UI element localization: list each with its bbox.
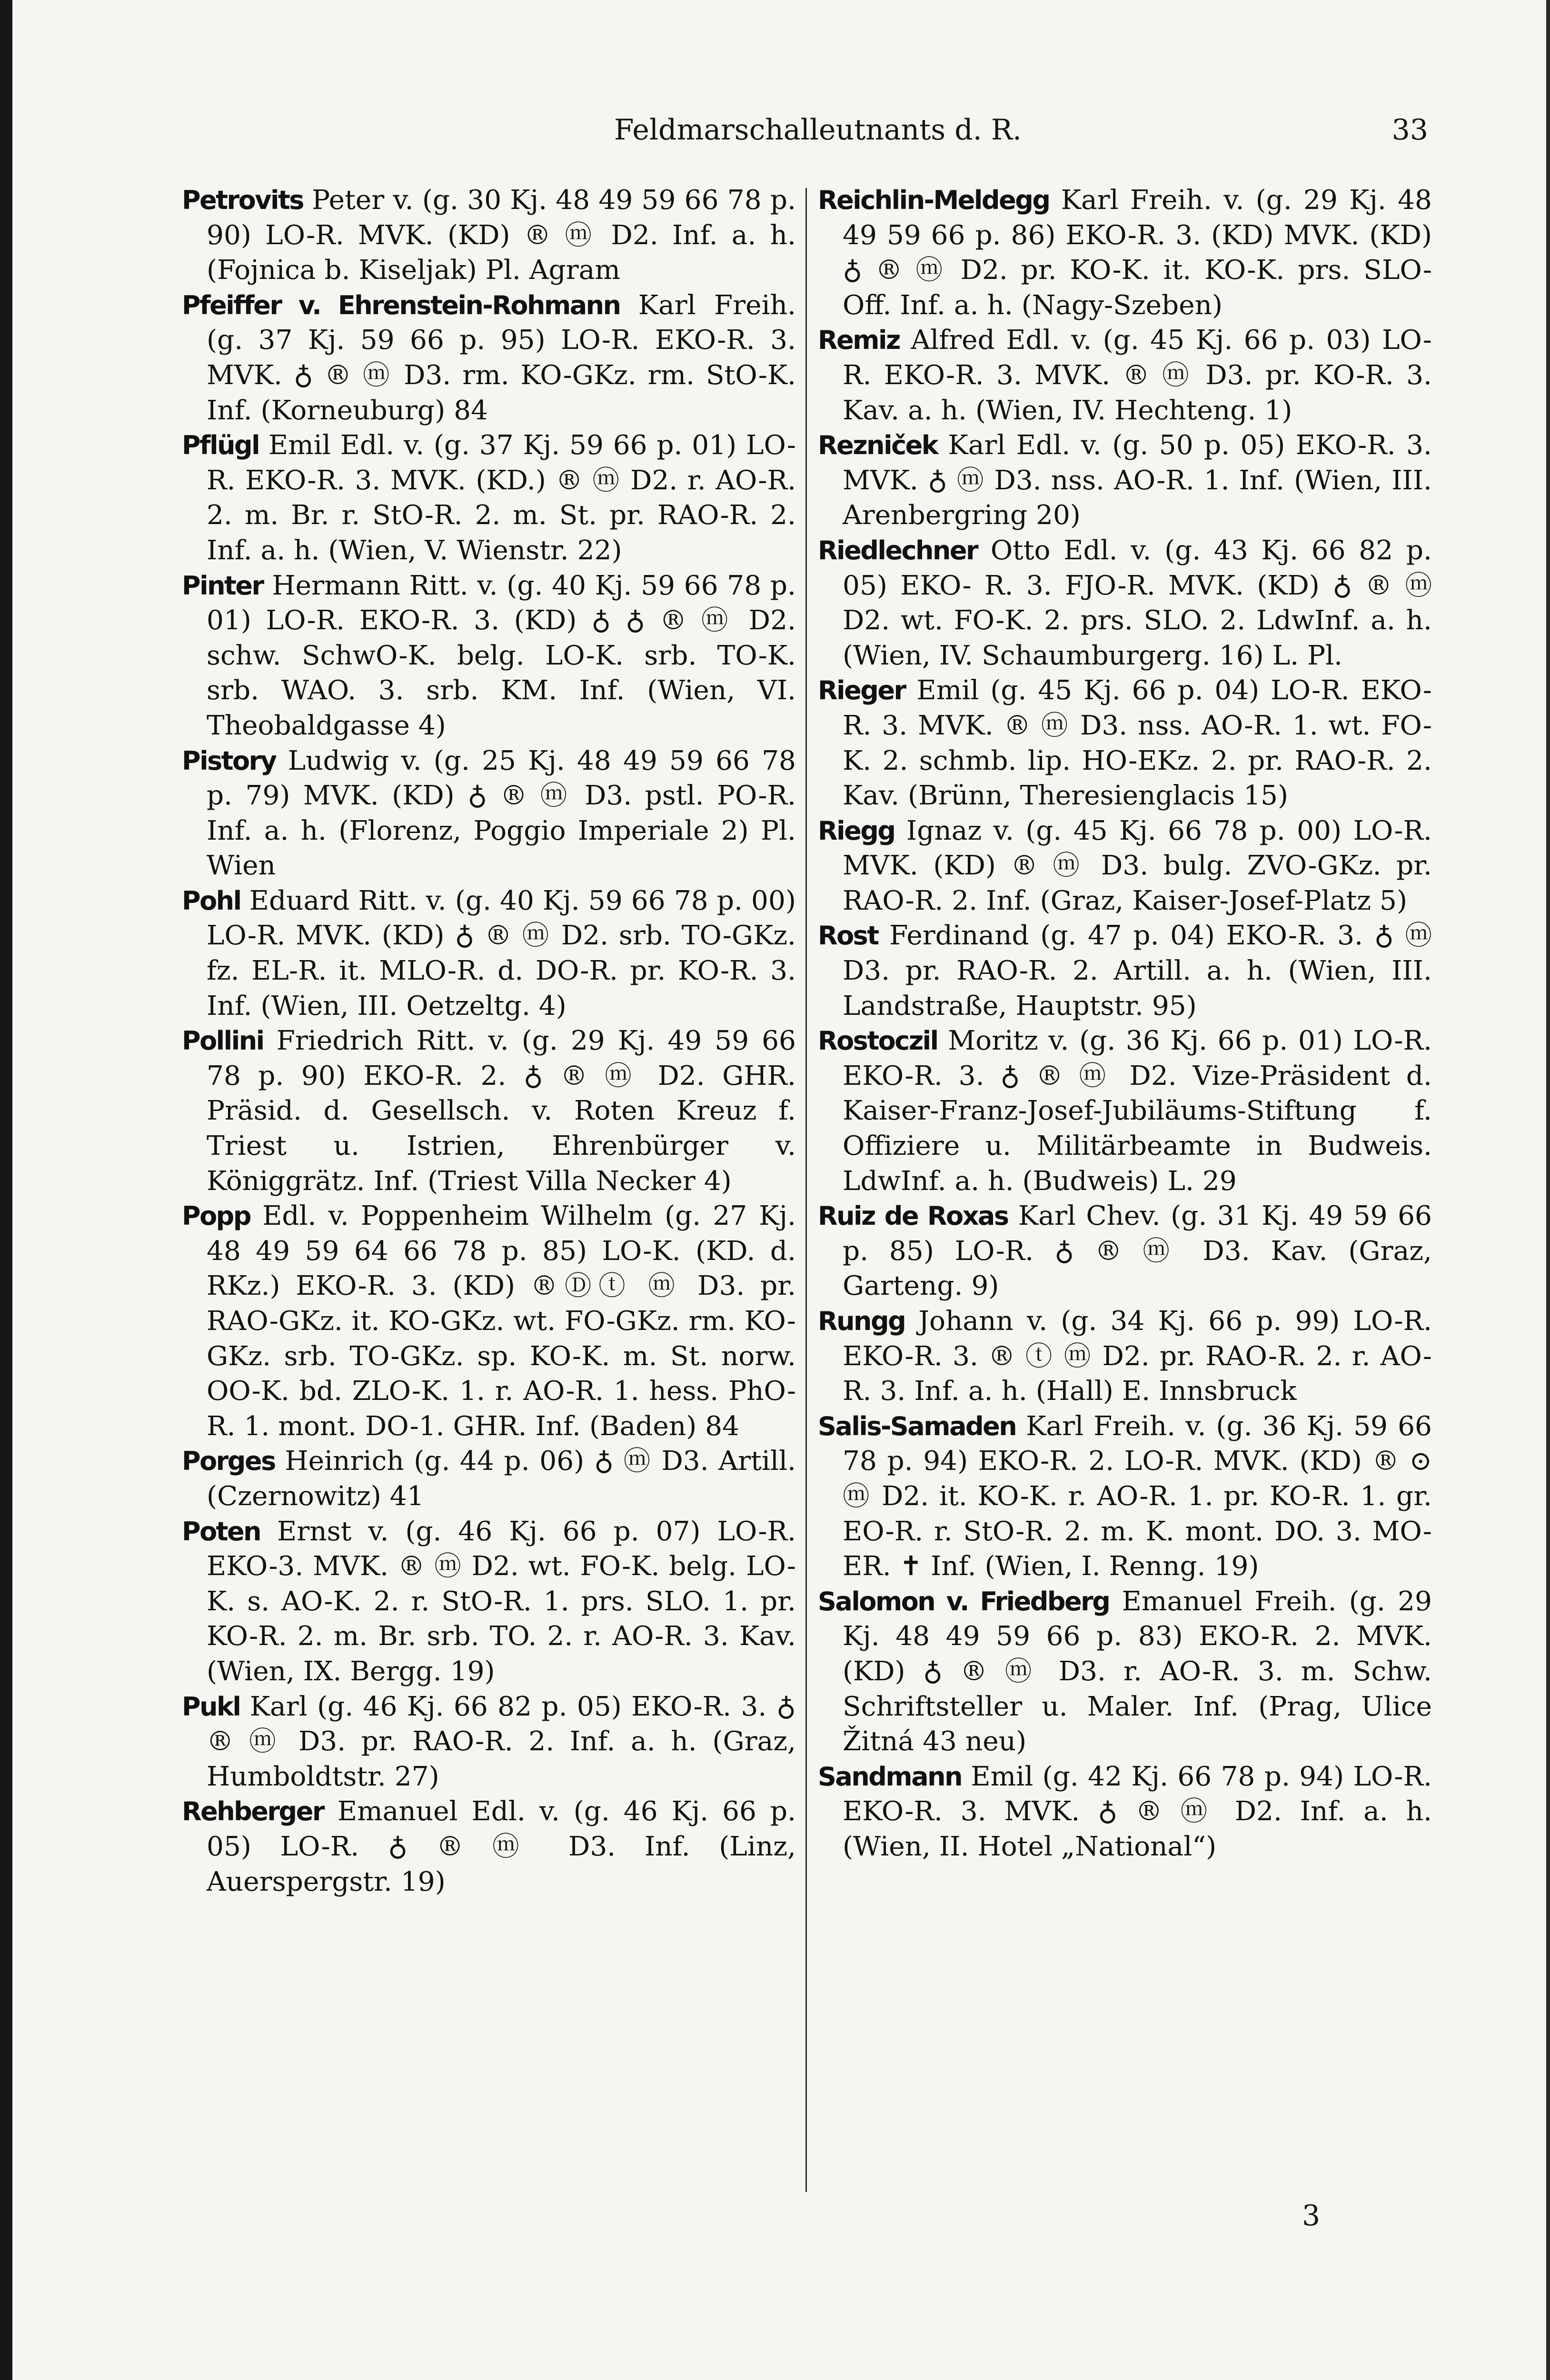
entry-surname: Reichlin-Meldegg: [818, 185, 1050, 215]
entry-surname: Petrovits: [182, 185, 303, 215]
entry-details: Ferdinand (g. 47 p. 04) EKO-R. 3. ♁ ⓜ D3. pr. RAO-R. 2. Artill. a. h. (Wien, III. Landstraße, Hauptstr. 95): [843, 920, 1432, 1021]
page-number: 33: [1391, 113, 1428, 147]
register-entry: [182, 1444, 796, 1514]
register-entry: [182, 1023, 796, 1199]
register-entry: [182, 568, 796, 744]
entry-details: Eduard Ritt. v. (g. 40 Kj. 59 66 78 p. 00) LO-R. MVK. (KD) ♁ ® ⓜ D2. srb. TO-GKz. fz. EL-R. it. MLO-R. d. DO-R. pr. KO-R. 3. Inf. (Wien, III. Oetzeltg. 4): [207, 885, 796, 1021]
entry-surname: Salis-Samaden: [818, 1411, 1016, 1441]
entry-details: Karl Freih. (g. 37 Kj. 59 66 p. 95) LO-R. EKO-R. 3. MVK. ♁ ® ⓜ D3. rm. KO-GKz. rm. StO-K. Inf. (Korneuburg) 84: [207, 289, 796, 426]
register-entry: [182, 883, 796, 1023]
running-title: Feldmarschalleutnants d. R.: [614, 113, 1022, 147]
register-entry: [818, 673, 1432, 813]
entry-surname: Pollini: [182, 1026, 264, 1056]
register-entry: [182, 744, 796, 883]
entry-details: Ernst v. (g. 46 Kj. 66 p. 07) LO-R. EKO-3. MVK. ® ⓜ D2. wt. FO-K. belg. LO-K. s. AO-K. 2. r. StO-R. 1. prs. SLO. 1. pr. KO-R. 2. m. Br. srb. TO. 2. r. AO-R. 3. Kav. (Wien, IX. Bergg. 19): [207, 1516, 796, 1687]
entry-surname: Poten: [182, 1516, 261, 1547]
left-column: [182, 183, 796, 1899]
register-entry: [818, 183, 1432, 323]
entry-details: Emil Edl. v. (g. 37 Kj. 59 66 p. 01) LO-R. EKO-R. 3. MVK. (KD.) ® ⓜ D2. r. AO-R. 2. m. Br. r. StO-R. 2. m. St. pr. RAO-R. 2. Inf. a. h. (Wien, V. Wienstr. 22): [207, 430, 796, 566]
register-entry: [182, 1794, 796, 1899]
entry-surname: Sandmann: [818, 1761, 962, 1792]
register-entry: [818, 533, 1432, 673]
entry-surname: Salomon v. Friedberg: [818, 1586, 1110, 1616]
register-entry: [818, 1304, 1432, 1409]
entry-details: Ignaz v. (g. 45 Kj. 66 78 p. 00) LO-R. MVK. (KD) ® ⓜ D3. bulg. ZVO-GKz. pr. RAO-R. 2. Inf. (Graz, Kaiser-Josef-Platz 5): [843, 815, 1432, 916]
entry-details: Alfred Edl. v. (g. 45 Kj. 66 p. 03) LO-R. EKO-R. 3. MVK. ® ⓜ D3. pr. KO-R. 3. Kav. a. h. (Wien, IV. Hechteng. 1): [843, 325, 1432, 426]
entry-details: Friedrich Ritt. v. (g. 29 Kj. 49 59 66 78 p. 90) EKO-R. 2. ♁ ® ⓜ D2. GHR. Präsid. d. Gesellsch. v. Roten Kreuz f. Triest u. Istrien, Ehrenbürger v. Königgrätz. Inf. (Triest Villa Necker 4): [207, 1025, 796, 1197]
entry-surname: Pukl: [182, 1691, 240, 1722]
entry-surname: Rostoczil: [818, 1026, 938, 1056]
entry-surname: Porges: [182, 1446, 275, 1477]
entry-details: Otto Edl. v. (g. 43 Kj. 66 82 p. 05) EKO- R. 3. FJO-R. MVK. (KD) ♁ ® ⓜ D2. wt. FO-K. 2. prs. SLO. 2. LdwInf. a. h. (Wien, IV. Schaumburgerg. 16) L. Pl.: [843, 535, 1432, 671]
entry-details: Heinrich (g. 44 p. 06) ♁ ⓜ D3. Artill. (Czernowitz) 41: [207, 1446, 796, 1512]
entry-details: Ludwig v. (g. 25 Kj. 48 49 59 66 78 p. 79) MVK. (KD) ♁ ® ⓜ D3. pstl. PO-R. Inf. a. h. (Florenz, Poggio Imperiale 2) Pl. Wien: [207, 745, 796, 882]
right-column: [818, 183, 1432, 1864]
entry-details: Emil (g. 45 Kj. 66 p. 04) LO-R. EKO-R. 3. MVK. ® ⓜ D3. nss. AO-R. 1. wt. FO-K. 2. schmb. lip. HO-EKz. 2. pr. RAO-R. 2. Kav. (Brünn, Theresienglacis 15): [843, 675, 1432, 812]
entry-surname: Rieger: [818, 675, 905, 706]
entry-details: Karl Edl. v. (g. 50 p. 05) EKO-R. 3. MVK. ♁ ⓜ D3. nss. AO-R. 1. Inf. (Wien, III. Arenbergring 20): [843, 430, 1432, 531]
register-entry: [818, 813, 1432, 919]
column-divider: [805, 188, 807, 2192]
register-entry: [818, 1199, 1432, 1304]
entry-surname: Pinter: [182, 570, 263, 601]
entry-surname: Remiz: [818, 325, 900, 356]
entry-surname: Ruiz de Roxas: [818, 1201, 1008, 1231]
entry-surname: Pflügl: [182, 430, 259, 461]
entry-details: Edl. v. Poppenheim Wilhelm (g. 27 Kj. 48 49 59 64 66 78 p. 85) LO-K. (KD. d. RKz.) EKO-R. 3. (KD) ®Ⓓⓣ ⓜ D3. pr. RAO-GKz. it. KO-GKz. wt. FO-GKz. rm. KO-GKz. srb. TO-GKz. sp. KO-K. m. St. norw. OO-K. bd. ZLO-K. 1. r. AO-R. 1. hess. PhO-R. 1. mont. DO-1. GHR. Inf. (Baden) 84: [207, 1200, 796, 1442]
entry-surname: Rehberger: [182, 1796, 324, 1827]
register-entry: [182, 1514, 796, 1689]
entry-surname: Riedlechner: [818, 535, 978, 565]
entry-surname: Rungg: [818, 1306, 905, 1336]
entry-surname: Rost: [818, 921, 878, 951]
entry-surname: Popp: [182, 1201, 250, 1231]
entry-surname: Pfeiffer v. Ehrenstein-Rohmann: [182, 290, 620, 320]
page-header: [181, 113, 1428, 161]
register-entry: [182, 428, 796, 568]
register-entry: [818, 1759, 1432, 1864]
entry-details: Karl Freih. v. (g. 29 Kj. 48 49 59 66 p. 86) EKO-R. 3. (KD) MVK. (KD) ♁ ® ⓜ D2. pr. KO-K. it. KO-K. prs. SLO-Off. Inf. a. h. (Nagy-Szeben): [843, 185, 1432, 321]
scan-edge-right: [1546, 0, 1550, 2380]
register-entry: [818, 1584, 1432, 1759]
entry-surname: Riegg: [818, 815, 895, 846]
entry-details: Johann v. (g. 34 Kj. 66 p. 99) LO-R. EKO-R. 3. ® ⓣ ⓜ D2. pr. RAO-R. 2. r. AO-R. 3. Inf. a. h. (Hall) E. Innsbruck: [843, 1306, 1432, 1407]
register-entry: [818, 918, 1432, 1023]
register-entry: [818, 1409, 1432, 1584]
entry-details: Karl Chev. (g. 31 Kj. 49 59 66 p. 85) LO-R. ♁ ® ⓜ D3. Kav. (Graz, Garteng. 9): [843, 1200, 1432, 1302]
entry-details: Hermann Ritt. v. (g. 40 Kj. 59 66 78 p. 01) LO-R. EKO-R. 3. (KD) ♁ ♁ ® ⓜ D2. schw. SchwO-K. belg. LO-K. srb. TO-K. srb. WAO. 3. srb. KM. Inf. (Wien, VI. Theobaldgasse 4): [207, 570, 796, 741]
entry-details: Karl (g. 46 Kj. 66 82 p. 05) EKO-R. 3. ♁ ® ⓜ D3. pr. RAO-R. 2. Inf. a. h. (Graz, Humboldtstr. 27): [207, 1691, 796, 1792]
entry-details: Emanuel Freih. (g. 29 Kj. 48 49 59 66 p. 83) EKO-R. 2. MVK. (KD) ♁ ® ⓜ D3. r. AO-R. 3. m. Schw. Schriftsteller u. Maler. Inf. (Prag, Ulice Žitná 43 neu): [843, 1586, 1432, 1757]
register-entry: [182, 1199, 796, 1444]
register-entry: [818, 1023, 1432, 1199]
entry-surname: Rezniček: [818, 430, 938, 461]
entry-details: Emanuel Edl. v. (g. 46 Kj. 66 p. 05) LO-R. ♁ ® ⓜ D3. Inf. (Linz, Auerspergstr. 19): [207, 1796, 796, 1897]
entry-details: Peter v. (g. 30 Kj. 48 49 59 66 78 p. 90) LO-R. MVK. (KD) ® ⓜ D2. Inf. a. h. (Fojnica b. Kiseljak) Pl. Agram: [207, 185, 796, 286]
entry-surname: Pistory: [182, 745, 276, 776]
register-entry: [182, 288, 796, 428]
entry-details: Karl Freih. v. (g. 36 Kj. 59 66 78 p. 94) EKO-R. 2. LO-R. MVK. (KD) ® ⊙ ⓜ D2. it. KO-K. r. AO-R. 1. pr. KO-R. 1. gr. EO-R. r. StO-R. 2. m. K. mont. DO. 3. MO-ER. ✝ Inf. (Wien, I. Renng. 19): [843, 1410, 1432, 1582]
entry-surname: Pohl: [182, 885, 241, 916]
register-entry: [182, 183, 796, 288]
register-entry: [818, 323, 1432, 428]
register-entry: [818, 428, 1432, 533]
entry-details: Moritz v. (g. 36 Kj. 66 p. 01) LO-R. EKO-R. 3. ♁ ® ⓜ D2. Vize-Präsident d. Kaiser-Franz-Josef-Jubiläums-Stiftung f. Offiziere u. Militärbeamte in Budweis. LdwInf. a. h. (Budweis) L. 29: [843, 1025, 1432, 1197]
scan-edge-left: [0, 0, 12, 2380]
signature-mark: 3: [1302, 2199, 1321, 2232]
entry-details: Emil (g. 42 Kj. 66 78 p. 94) LO-R. EKO-R. 3. MVK. ♁ ® ⓜ D2. Inf. a. h. (Wien, II. Hotel „National“): [843, 1761, 1432, 1862]
register-entry: [182, 1689, 796, 1795]
